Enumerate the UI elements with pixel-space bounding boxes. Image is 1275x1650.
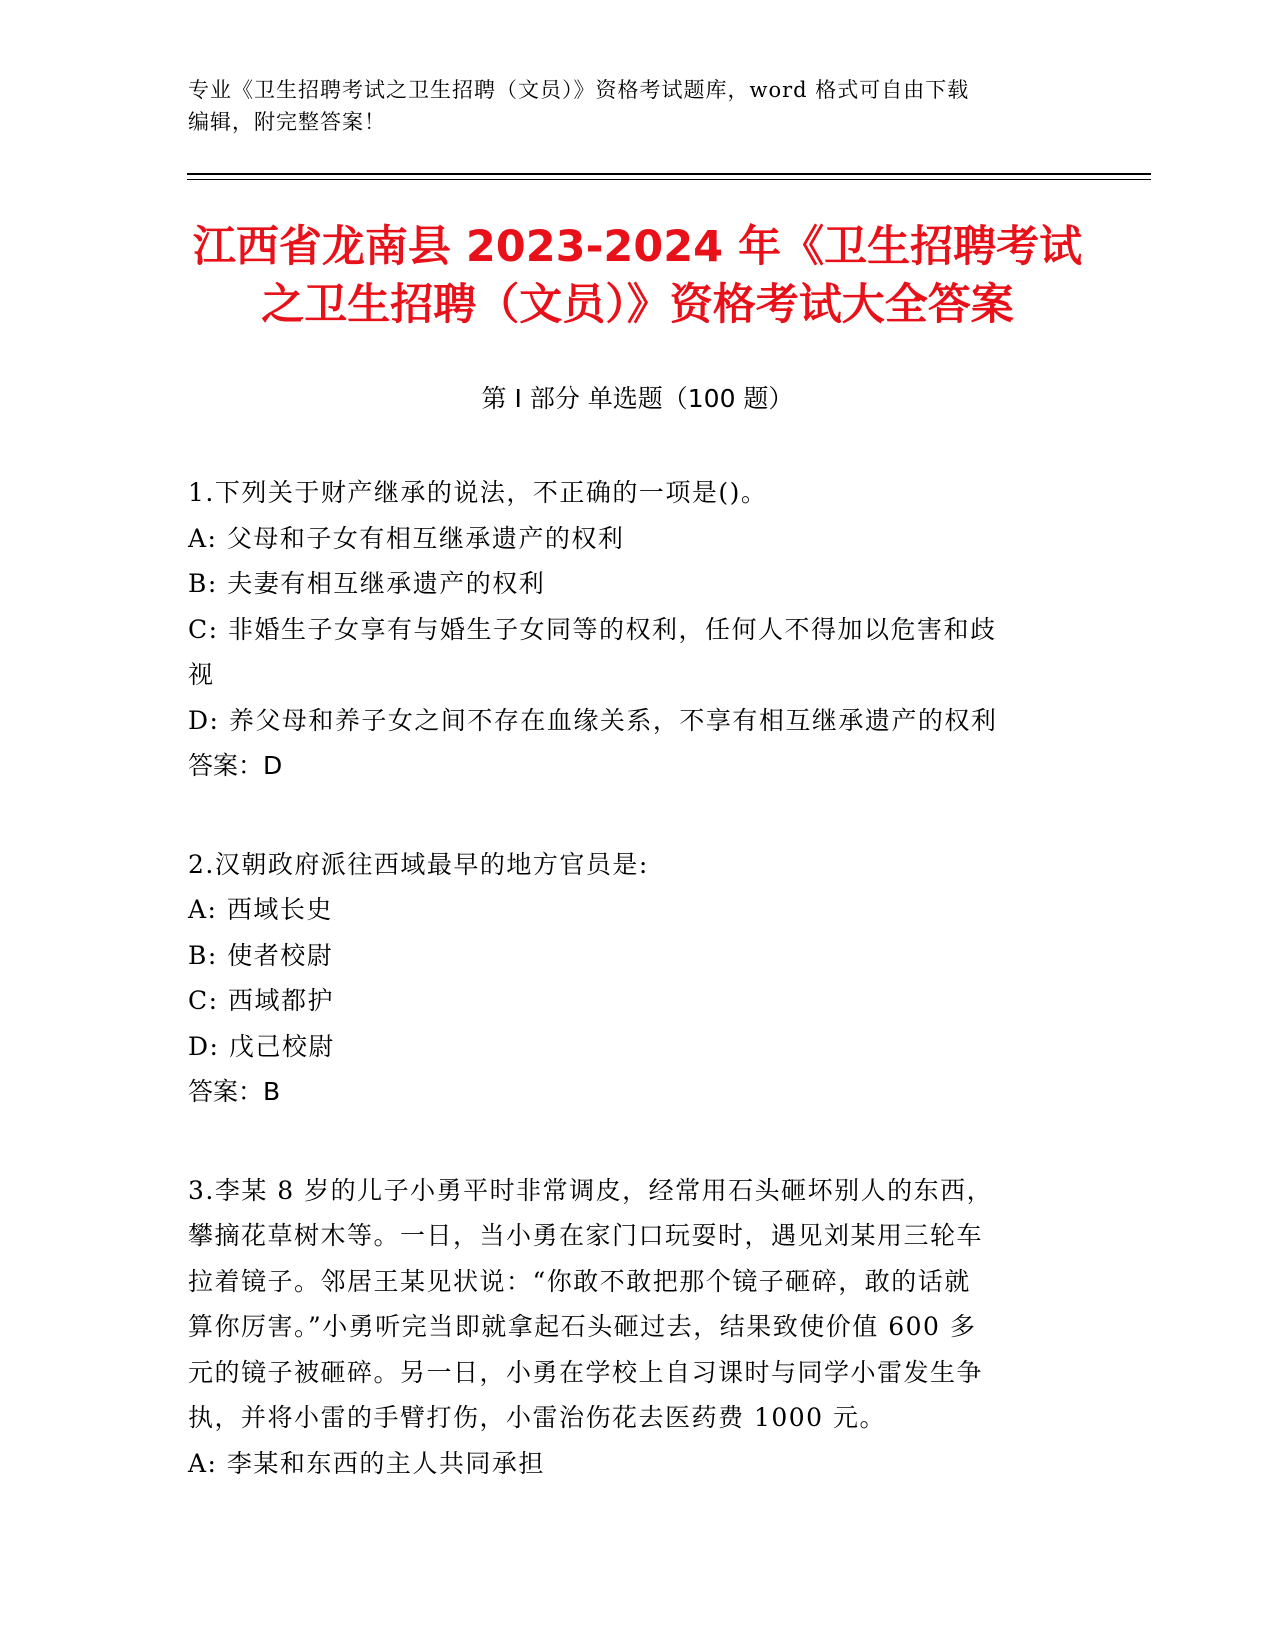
question-2	[188, 842, 1068, 1115]
question-stem-line: 执，并将小雷的手臂打伤，小雷治伤花去医药费 1000 元。	[188, 1403, 887, 1432]
option-d: D: 养父母和养子女之间不存在血缘关系，不享有相互继承遗产的权利	[188, 705, 998, 735]
question-stem-line: 3.李某 8 岁的儿子小勇平时非常调皮，经常用石头砸坏别人的东西，	[188, 1175, 994, 1205]
header-line-2: 编辑，附完整答案！	[188, 110, 386, 134]
header-line-1: 专业《卫生招聘考试之卫生招聘（文员）》资格考试题库，word 格式可自由下载	[188, 78, 970, 102]
option-b: B: 夫妻有相互继承遗产的权利	[188, 569, 546, 598]
answer: 答案：D	[188, 751, 283, 780]
section-heading: 第 I 部分 单选题（100 题）	[481, 384, 794, 413]
question-1	[188, 470, 1068, 789]
question-stem-line: 算你厉害。”小勇听完当即就拿起石头砸过去，结果致使价值 600 多	[188, 1312, 977, 1341]
document-header	[188, 74, 1088, 138]
header-divider-thick	[187, 173, 1151, 175]
question-stem-line: 元的镜子被砸碎。另一日，小勇在学校上自习课时与同学小雷发生争	[188, 1357, 984, 1387]
question-stem-line: 拉着镜子。邻居王某见状说：“你敢不敢把那个镜子砸碎，敢的话就	[188, 1266, 971, 1296]
option-d: D: 戊己校尉	[188, 1031, 335, 1061]
question-stem: 1.下列关于财产继承的说法，不正确的一项是()。	[188, 478, 768, 507]
question-stem-line: 攀摘花草树木等。一日，当小勇在家门口玩耍时，遇见刘某用三轮车	[188, 1221, 984, 1250]
question-stem: 2.汉朝政府派往西域最早的地方官员是:	[188, 849, 649, 879]
option-a: A: 父母和子女有相互继承遗产的权利	[188, 523, 625, 553]
option-b: B: 使者校尉	[188, 940, 334, 970]
option-a: A: 李某和东西的主人共同承担	[188, 1448, 545, 1478]
option-c: C: 非婚生子女享有与婚生子女同等的权利，任何人不得加以危害和歧	[188, 614, 997, 644]
question-list	[188, 470, 1068, 1539]
option-a: A: 西域长史	[188, 895, 333, 924]
option-c: C: 西域都护	[188, 986, 334, 1015]
title-line-2: 之卫生招聘（文员）》资格考试大全答案	[261, 280, 1014, 330]
header-divider-thin	[187, 179, 1151, 180]
option-c-continued: 视	[188, 660, 215, 689]
question-3	[188, 1168, 1068, 1487]
title-line-1: 江西省龙南县 2023-2024 年《卫生招聘考试	[192, 222, 1083, 272]
document-title	[120, 218, 1155, 334]
answer: 答案：B	[188, 1077, 281, 1106]
